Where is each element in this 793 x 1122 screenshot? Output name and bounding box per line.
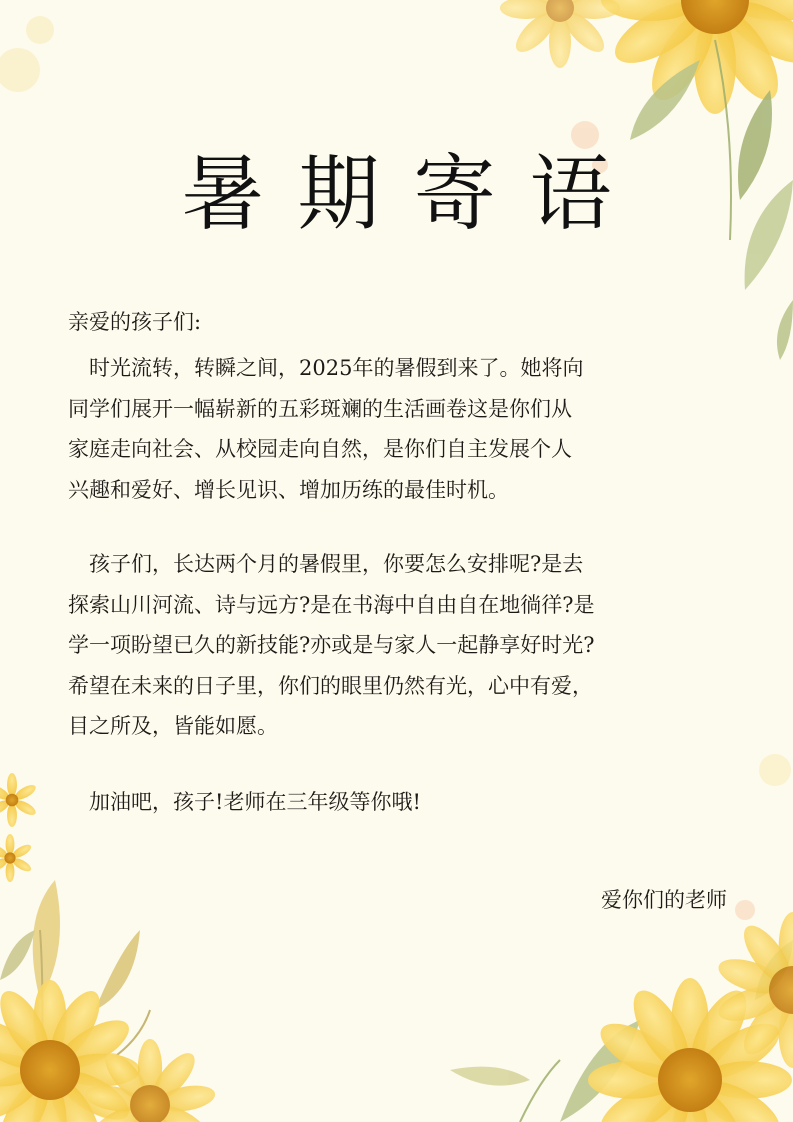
greeting: 亲爱的孩子们:	[68, 310, 202, 334]
paragraph-line: 家庭走向社会、从校园走向自然，是你们自主发展个人	[68, 437, 572, 461]
paragraph-line: 孩子们，长达两个月的暑假里，你要怎么安排呢?是去	[68, 552, 584, 576]
paragraph-1	[68, 348, 748, 510]
paragraph-2	[68, 544, 748, 747]
paragraph-line: 希望在未来的日子里，你们的眼里仍然有光，心中有爱，	[68, 673, 593, 698]
paragraph-line: 时光流转，转瞬之间，2025年的暑假到来了。她将向	[68, 356, 584, 380]
sunflower-top-right-icon	[601, 0, 793, 114]
paragraph-3	[68, 782, 748, 823]
signature: 爱你们的老师	[601, 888, 727, 912]
sunflower-top-small-icon	[500, 0, 620, 68]
paragraph-line: 目之所及，皆能如愿。	[68, 714, 278, 738]
paragraph-line: 学一项盼望已久的新技能?亦或是与家人一起静享好时光?	[68, 633, 595, 657]
paragraph-line: 加油吧，孩子!老师在三年级等你哦!	[68, 790, 421, 814]
paragraph-line: 兴趣和爱好、增长见识、增加历练的最佳时机。	[68, 477, 509, 502]
small-flowers-left-icon	[0, 773, 38, 882]
page-title: 暑期寄语	[181, 147, 646, 242]
paragraph-line: 同学们展开一幅崭新的五彩斑斓的生活画卷这是你们从	[68, 396, 572, 421]
paragraph-line: 探索山川河流、诗与远方?是在书海中自由自在地徜徉?是	[68, 592, 595, 617]
